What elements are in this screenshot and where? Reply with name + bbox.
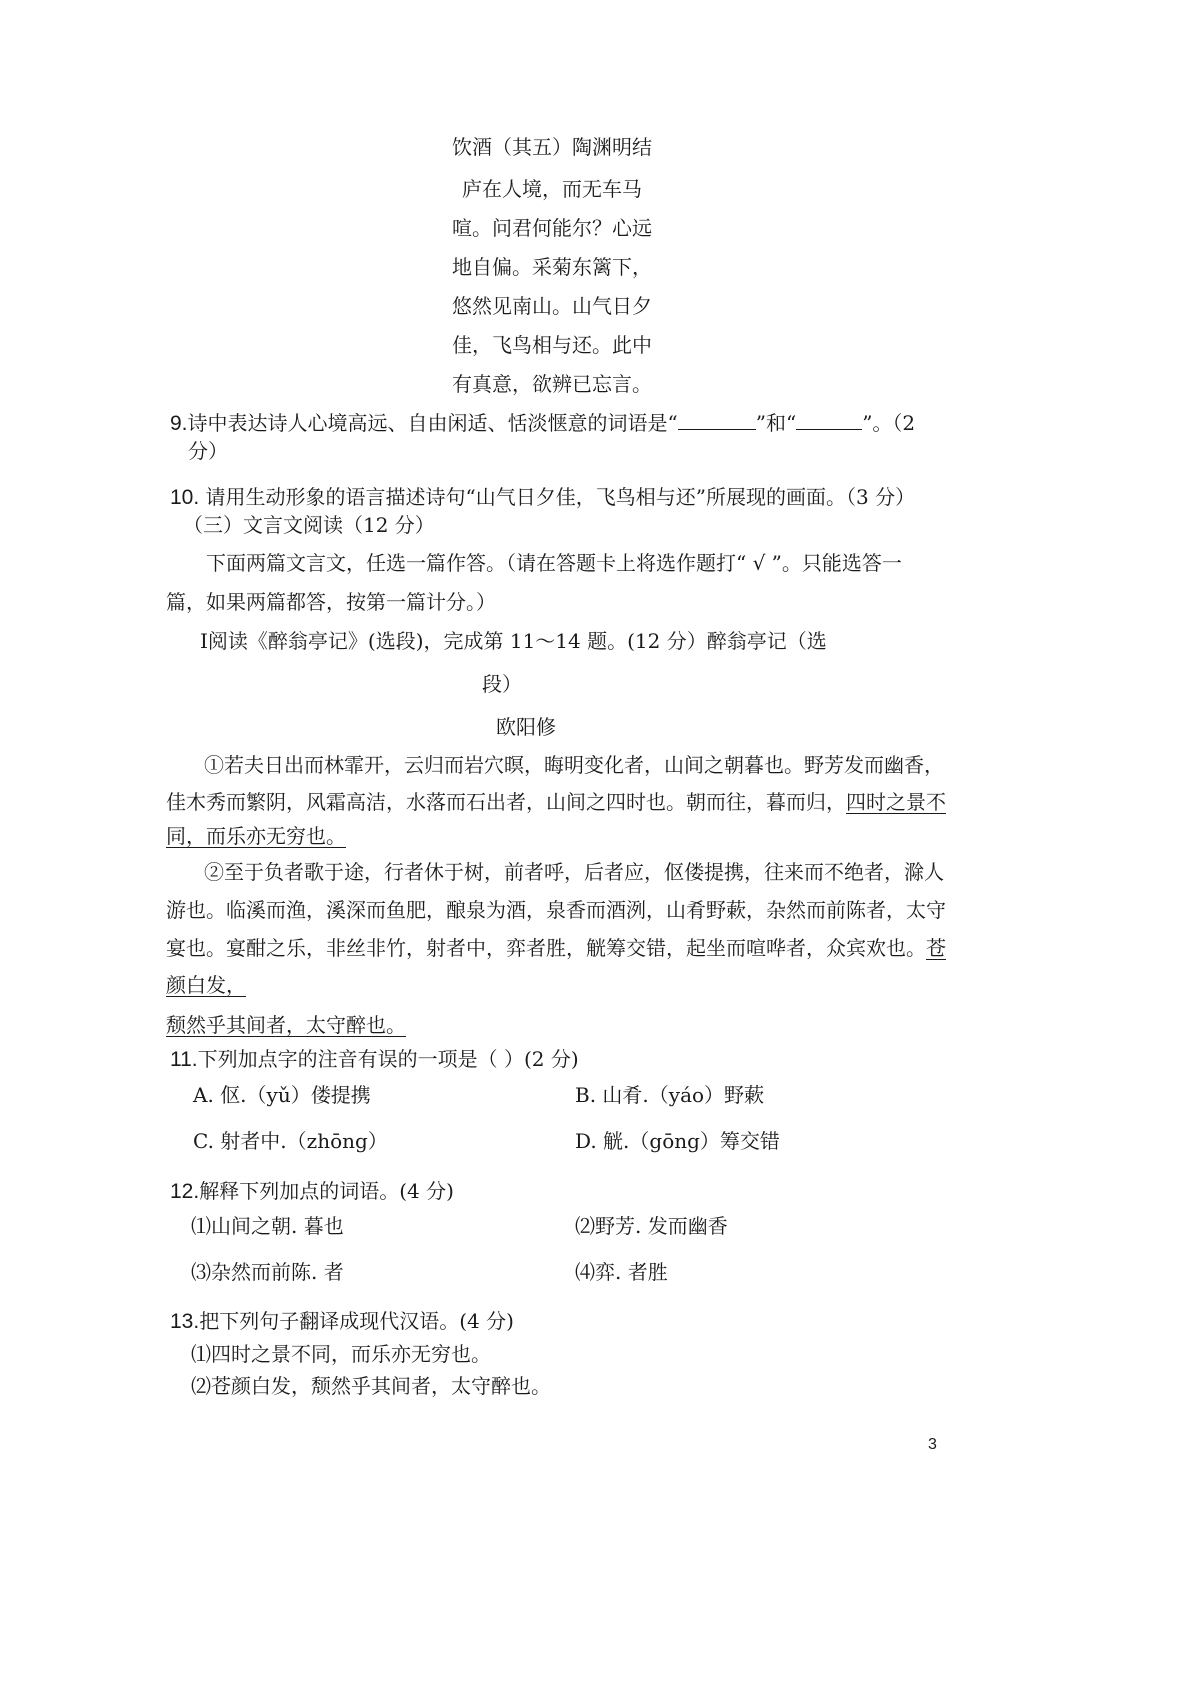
question-number: 12. [170,1180,200,1203]
passage-line [166,788,946,816]
page-number: 3 [928,1436,937,1453]
passage-line: ②至于负者歌于途，行者休于树，前者呼，后者应，伛偻提携，往来而不绝者，滁人 [204,860,944,884]
passage-line: 游也。临溪而渔，溪深而鱼肥，酿泉为酒，泉香而酒洌，山肴野蔌，杂然而前陈者，太守 [166,898,946,922]
section-title: （三）文言文阅读（12 分） [183,513,435,537]
option-a[interactable]: A. 伛.（yǔ）偻提携 [193,1083,371,1107]
sub-item: ⑷弈. 者胜 [575,1260,668,1284]
reading-heading: 段） [482,672,522,696]
option-b[interactable]: B. 山肴.（yáo）野蔌 [575,1083,765,1107]
passage-text: 宴也。宴酣之乐，非丝非竹，射者中，弈者胜，觥筹交错，起坐而喧哗者，众宾欢也。 [166,936,926,960]
question-number: 10. [170,486,200,509]
underlined-text: 颓然乎其间者，太守醉也。 [166,1013,406,1037]
poem-line: 有真意，欲辨已忘言。 [452,372,652,396]
poem-line: 悠然见南山。山气日夕 [452,294,652,318]
question-text: ”和“ [755,411,797,435]
question-number: 13. [170,1310,200,1333]
sub-item: ⑶杂然而前陈. 者 [191,1260,344,1284]
question-9-cont: 分） [188,439,228,463]
option-d[interactable]: D. 觥.（gōng）筹交错 [575,1129,780,1153]
poem-line: 喧。问君何能尔？心远 [452,216,652,240]
question-text: 下列加点字的注音有误的一项是（ ）(2 分) [197,1047,579,1071]
question-number: 11. [170,1048,198,1071]
sub-item: ⑴山间之朝. 暮也 [191,1214,344,1238]
question-text: 解释下列加点的词语。(4 分) [199,1179,454,1203]
question-9 [170,409,915,438]
question-text: 诗中表达诗人心境高远、自由闲适、恬淡惬意的词语是“ [187,411,678,435]
underlined-text: 苍 [926,936,946,960]
question-13 [170,1307,514,1336]
question-11 [170,1045,579,1074]
question-text: 请用生动形象的语言描述诗句“山气日夕佳，飞鸟相与还”所展现的画面。（3 分） [199,485,916,509]
passage-text: 佳木秀而繁阴，风霜高洁，水落而石出者，山间之四时也。朝而往，暮而归， [166,790,846,814]
question-number: 9. [170,412,188,435]
reading-heading: Ⅰ阅读《醉翁亭记》(选段)，完成第 11～14 题。(12 分）醉翁亭记（选 [200,629,827,653]
sub-item: ⑵苍颜白发，颓然乎其间者，太守醉也。 [191,1374,551,1398]
poem-line: 佳，飞鸟相与还。此中 [452,333,652,357]
poem-line: 庐在人境，而无车马 [462,177,642,201]
question-10 [170,483,915,512]
underlined-text: 同，而乐亦无穷也。 [166,824,346,848]
underlined-text: 颜白发， [166,973,246,997]
question-12 [170,1177,454,1206]
answer-blank[interactable] [678,409,756,430]
instruction-text: 下面两篇文言文，任选一篇作答。（请在答题卡上将选作题打“ √ ”。只能选答一 [206,551,902,575]
passage-line [166,934,946,962]
sub-item: ⑴四时之景不同，而乐亦无穷也。 [191,1342,491,1366]
answer-blank[interactable] [796,409,862,430]
poem-line: 饮酒（其五）陶渊明结 [452,135,652,159]
passage-line: ①若夫日出而林霏开，云归而岩穴暝，晦明变化者，山间之朝暮也。野芳发而幽香， [204,753,944,777]
author: 欧阳修 [496,715,556,739]
sub-item: ⑵野芳. 发而幽香 [575,1214,728,1238]
underlined-text: 四时之景不 [846,790,946,814]
question-text: ”。（2 [862,411,916,435]
question-text: 把下列句子翻译成现代汉语。(4 分) [199,1309,514,1333]
poem-line: 地自偏。采菊东篱下， [452,255,652,279]
instruction-text: 篇，如果两篇都答，按第一篇计分。） [166,590,496,614]
option-c[interactable]: C. 射者中.（zhōng） [193,1129,388,1153]
